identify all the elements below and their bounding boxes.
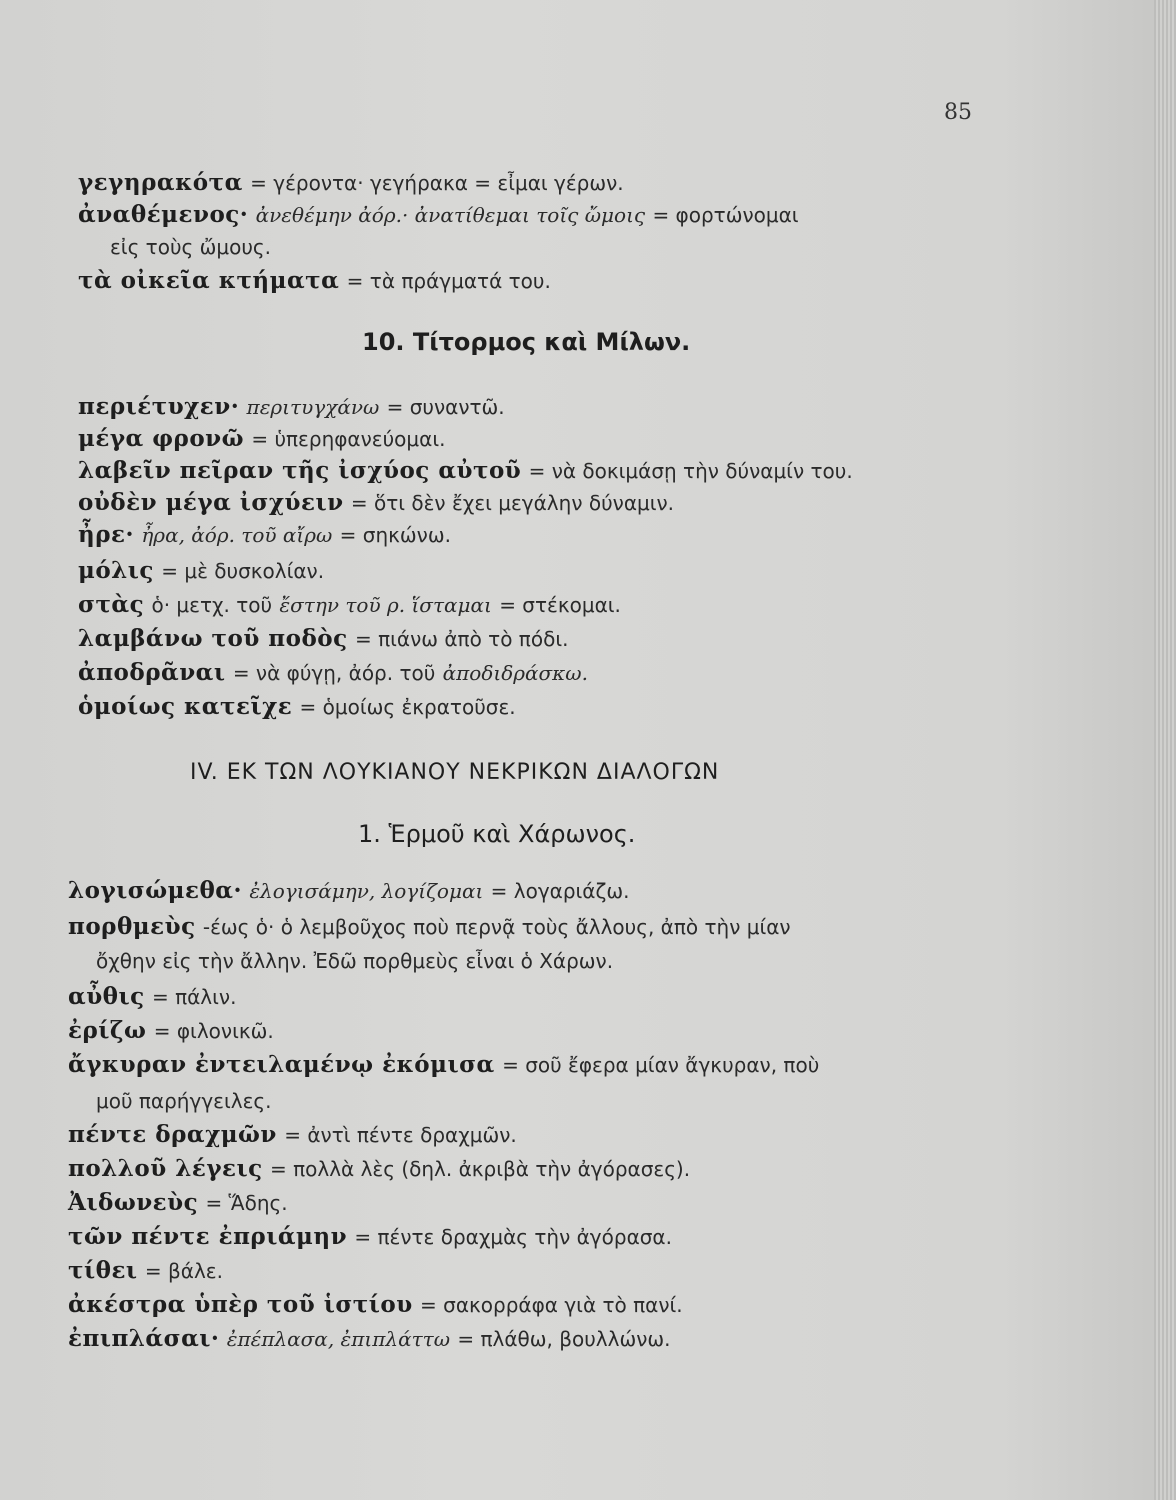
- headword: ἦρε·: [78, 521, 135, 548]
- gloss-entry: [68, 912, 791, 942]
- gloss-italic: ἀποδιδράσκω.: [442, 661, 588, 685]
- chapter-title: IV. ΕΚ ΤΩΝ ΛΟΥΚΙΑΝΟΥ ΝΕΚΡΙΚΩΝ ΔΙΑΛΟΓΩΝ: [190, 760, 720, 785]
- headword: πολλοῦ λέγεις: [68, 1155, 263, 1182]
- gloss-entry: [78, 624, 568, 654]
- headword: Ἀιδωνεὺς: [68, 1189, 199, 1216]
- gloss-italic: ἐπέπλασα, ἐπιπλάττω: [226, 1327, 451, 1351]
- headword: περιέτυχεν·: [78, 393, 240, 420]
- headword: ἐρίζω: [68, 1017, 147, 1044]
- headword: πέντε δραχμῶν: [68, 1121, 277, 1148]
- gloss-entry: [68, 1188, 288, 1218]
- gloss: = φορτώνομαι: [652, 203, 799, 227]
- gloss-entry: [68, 1256, 223, 1286]
- gloss: = Ἅδης.: [205, 1191, 288, 1215]
- gloss: = νὰ δοκιμάσῃ τὴν δύναμίν του.: [528, 459, 853, 483]
- gloss-entry: [68, 1290, 683, 1320]
- gloss-entry: [78, 456, 853, 486]
- gloss-entry: [78, 520, 451, 550]
- gloss-entry: [68, 1050, 819, 1080]
- headword: λαβεῖν πεῖραν τῆς ἰσχύος αὐτοῦ: [78, 457, 522, 484]
- headword: τὰ οἰκεῖα κτήματα: [78, 267, 340, 294]
- gloss: = γέροντα· γεγήρακα = εἶμαι γέρων.: [250, 171, 624, 195]
- gloss: = ὁμοίως ἐκρατοῦσε.: [299, 695, 516, 719]
- gloss: = σοῦ ἔφερα μίαν ἄγκυραν, ποὺ: [502, 1053, 820, 1077]
- gloss: = πλάθω, βουλλώνω.: [457, 1327, 671, 1351]
- headword: στὰς: [78, 591, 145, 618]
- gloss: = ὅτι δὲν ἔχει μεγάλην δύναμιν.: [350, 491, 675, 515]
- gloss: = πολλὰ λὲς (δηλ. ἀκριβὰ τὴν ἀγόρασες).: [269, 1157, 691, 1181]
- headword: ἐπιπλάσαι·: [68, 1325, 220, 1352]
- headword: ἀκέστρα ὑπὲρ τοῦ ἱστίου: [68, 1291, 413, 1318]
- headword: ἀποδρᾶναι: [78, 659, 226, 686]
- gloss-italic: ἔστην τοῦ ρ. ἵσταμαι: [279, 593, 492, 617]
- gloss-italic: ἀνεθέμην ἀόρ.· ἀνατίθεμαι τοῖς ὤμοις: [255, 203, 646, 227]
- gloss: = πάλιν.: [151, 985, 237, 1009]
- gloss-entry: [78, 392, 505, 422]
- gloss-entry: [78, 590, 621, 620]
- gloss-entry: [78, 266, 551, 296]
- headword: μόλις: [78, 557, 154, 584]
- gloss-entry: [78, 168, 624, 198]
- gloss: = σακορράφα γιὰ τὸ πανί.: [420, 1293, 683, 1317]
- gloss: = τὰ πράγματά του.: [346, 269, 551, 293]
- headword: ὁμοίως κατεῖχε: [78, 693, 293, 720]
- gloss: -έως ὁ· ὁ λεμβοῦχος ποὺ περνᾷ τοὺς ἄλλους, ἀπὸ τὴν μίαν: [202, 915, 791, 939]
- gloss-entry: [78, 658, 588, 688]
- gloss-continuation: ὄχθην εἰς τὴν ἄλλην. Ἐδῶ πορθμεὺς εἶναι ὁ Χάρων.: [96, 949, 614, 973]
- gloss: = βάλε.: [144, 1259, 223, 1283]
- gloss-entry: [68, 1120, 517, 1150]
- headword: πορθμεὺς: [68, 913, 196, 940]
- gloss-entry: [68, 1222, 672, 1252]
- gloss-entry: [78, 200, 799, 230]
- gloss-entry: [78, 424, 445, 454]
- gloss: = φιλονικῶ.: [153, 1019, 274, 1043]
- gloss: = νὰ φύγῃ, ἀόρ. τοῦ: [232, 661, 436, 685]
- gloss-entry: [78, 556, 324, 586]
- gloss-italic: ἐλογισάμην, λογίζομαι: [249, 879, 484, 903]
- headword: οὐδὲν μέγα ἰσχύειν: [78, 489, 344, 516]
- gloss: = πιάνω ἀπὸ τὸ πόδι.: [354, 627, 569, 651]
- page-edge: [1154, 0, 1176, 1500]
- gloss: = μὲ δυσκολίαν.: [161, 559, 325, 583]
- gloss: = λογαριάζω.: [490, 879, 630, 903]
- headword: γεγηρακότα: [78, 169, 243, 196]
- headword: τῶν πέντε ἐπριάμην: [68, 1223, 348, 1250]
- gloss-entry: [68, 982, 236, 1012]
- gloss-continuation: μοῦ παρήγγειλες.: [96, 1089, 272, 1113]
- gloss: = στέκομαι.: [499, 593, 621, 617]
- gloss: = ὑπερηφανεύομαι.: [251, 427, 446, 451]
- gloss: = συναντῶ.: [386, 395, 505, 419]
- headword: τίθει: [68, 1257, 138, 1284]
- headword: ἀναθέμενος·: [78, 201, 249, 228]
- gloss: = πέντε δραχμὰς τὴν ἀγόρασα.: [354, 1225, 672, 1249]
- gloss-entry: [78, 692, 516, 722]
- gloss-italic: περιτυγχάνω: [246, 395, 380, 419]
- gloss: = ἀντὶ πέντε δραχμῶν.: [284, 1123, 517, 1147]
- gloss-entry: [78, 488, 674, 518]
- headword: αὖθις: [68, 983, 145, 1010]
- gloss-italic: ἦρα, ἀόρ. τοῦ αἴρω: [141, 523, 333, 547]
- gloss-continuation: εἰς τοὺς ὤμους.: [110, 235, 271, 259]
- gloss-entry: [68, 876, 629, 906]
- gloss-entry: [68, 1154, 690, 1184]
- gloss-entry: [68, 1016, 274, 1046]
- gloss-entry: [68, 1324, 670, 1354]
- gloss: = σηκώνω.: [339, 523, 451, 547]
- headword: λογισώμεθα·: [68, 877, 243, 904]
- section-title: 1. Ἑρμοῦ καὶ Χάρωνος.: [358, 820, 636, 848]
- headword: μέγα φρονῶ: [78, 425, 245, 452]
- gloss: ὁ· μετχ. τοῦ: [151, 593, 273, 617]
- headword: ἄγκυραν ἐντειλαμένῳ ἐκόμισα: [68, 1051, 495, 1078]
- section-title: 10. Τίτορμος καὶ Μίλων.: [362, 328, 691, 356]
- page-number: 85: [944, 100, 972, 125]
- headword: λαμβάνω τοῦ ποδὸς: [78, 625, 348, 652]
